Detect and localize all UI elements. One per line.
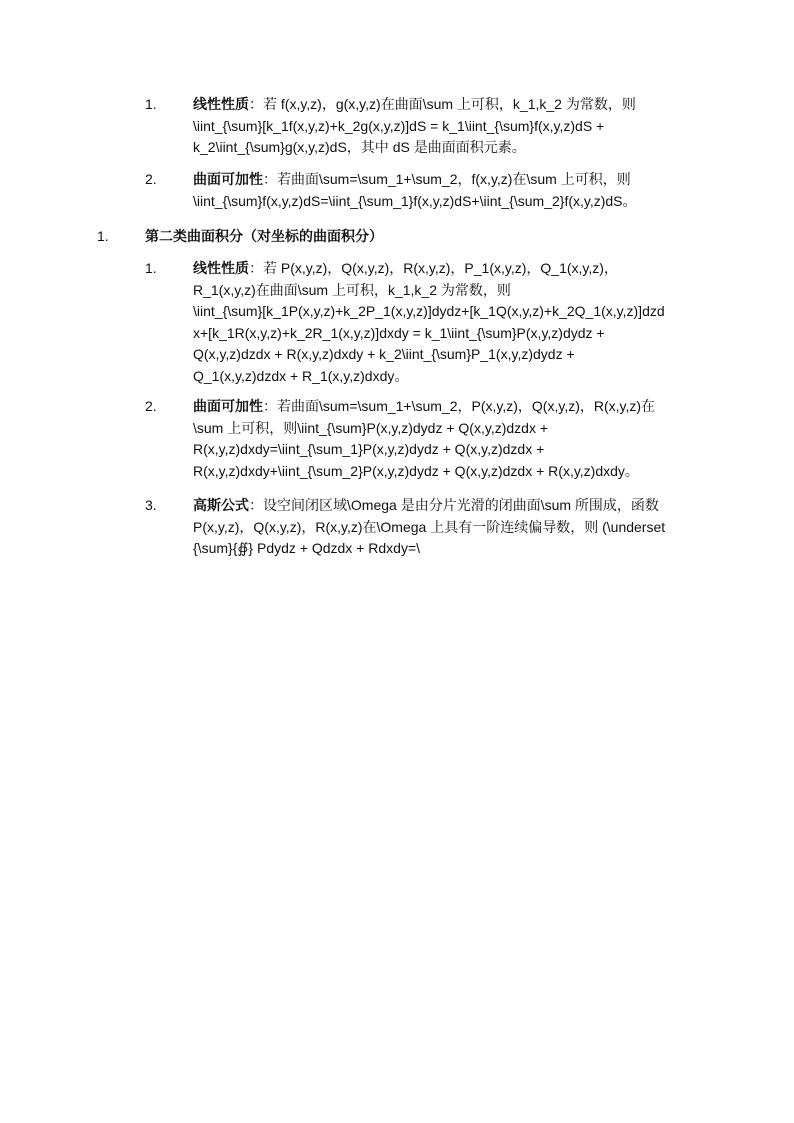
list-item-text [193, 396, 713, 482]
text-line: R_1(x,y,z)在曲面\sum 上可积，k_1,k_2 为常数，则 [193, 281, 511, 298]
item-title: 线性性质 [193, 96, 249, 112]
list-item-text [193, 94, 713, 159]
list-item-text [193, 495, 713, 560]
text-line: Q(x,y,z)dzdx + R(x,y,z)dxdy + k_2\iint_{\sum}P_1(x,y,z)dydz + [193, 346, 575, 362]
text-line [193, 396, 713, 418]
text-line: \iint_{\sum}[k_1P(x,y,z)+k_2P_1(x,y,z)]dydz+[k_1Q(x,y,z)+k_2Q_1(x,y,z)]dzd [193, 303, 665, 319]
list-number: 1. [145, 260, 157, 276]
text-line: R(x,y,z)dxdy+\iint_{\sum_2}P(x,y,z)dydz + Q(x,y,z)dzdx + R(x,y,z)dxdy。 [193, 462, 639, 479]
text-segment: ：设空间闭区域\Omega 是由分片光滑的闭曲面\sum 所围成，函数 [249, 497, 659, 513]
item-title: 线性性质 [193, 260, 249, 276]
list-number: 2. [145, 171, 157, 187]
list-number: 2. [145, 398, 157, 414]
text-line: x+[k_1R(x,y,z)+k_2R_1(x,y,z)]dxdy = k_1\iint_{\sum}P(x,y,z)dydz + [193, 324, 605, 341]
text-line: \iint_{\sum}f(x,y,z)dS=\iint_{\sum_1}f(x,y,z)dS+\iint_{\sum_2}f(x,y,z)dS。 [193, 192, 637, 209]
text-line [193, 169, 713, 191]
section-title: 第二类曲面积分（对坐标的曲面积分） [145, 228, 383, 244]
text-line [193, 258, 713, 280]
item-title: 曲面可加性 [193, 398, 263, 414]
list-number: 3. [145, 497, 157, 513]
list-item-text [193, 258, 713, 387]
list-item-text [193, 169, 713, 212]
text-line [193, 495, 713, 517]
text-line: P(x,y,z)，Q(x,y,z)，R(x,y,z)在\Omega 上具有一阶连续偏导数，则 (\underset [193, 518, 666, 535]
text-line: \iint_{\sum}[k_1f(x,y,z)+k_2g(x,y,z)]dS = k_1\iint_{\sum}f(x,y,z)dS + [193, 117, 605, 134]
text-line: R(x,y,z)dxdy=\iint_{\sum_1}P(x,y,z)dydz + Q(x,y,z)dzdx + [193, 441, 545, 457]
text-segment: ：若 P(x,y,z)，Q(x,y,z)，R(x,y,z)，P_1(x,y,z)，Q_1(x,y,z)， [249, 260, 618, 276]
text-segment: ：若 f(x,y,z)，g(x,y,z)在曲面\sum 上可积，k_1,k_2 为常数，则 [249, 96, 636, 112]
text-line [193, 94, 713, 116]
text-line: {\sum}{∯} Pdydz + Qdzdx + Rdxdy=\ [193, 540, 421, 556]
text-line: \sum 上可积，则\iint_{\sum}P(x,y,z)dydz + Q(x,y,z)dzdx + [193, 419, 549, 436]
text-segment: ：若曲面\sum=\sum_1+\sum_2，P(x,y,z)，Q(x,y,z)，R(x,y,z)在 [263, 398, 656, 414]
list-number: 1. [97, 228, 109, 244]
list-number: 1. [145, 96, 157, 112]
text-line: k_2\iint_{\sum}g(x,y,z)dS，其中 dS 是曲面面积元素。 [193, 139, 526, 155]
text-line: Q_1(x,y,z)dzdx + R_1(x,y,z)dxdy。 [193, 367, 409, 384]
text-segment: ：若曲面\sum=\sum_1+\sum_2，f(x,y,z)在\sum 上可积，则 [263, 171, 631, 187]
item-title: 高斯公式 [193, 497, 249, 513]
heading-text [145, 226, 745, 248]
item-title: 曲面可加性 [193, 171, 263, 187]
